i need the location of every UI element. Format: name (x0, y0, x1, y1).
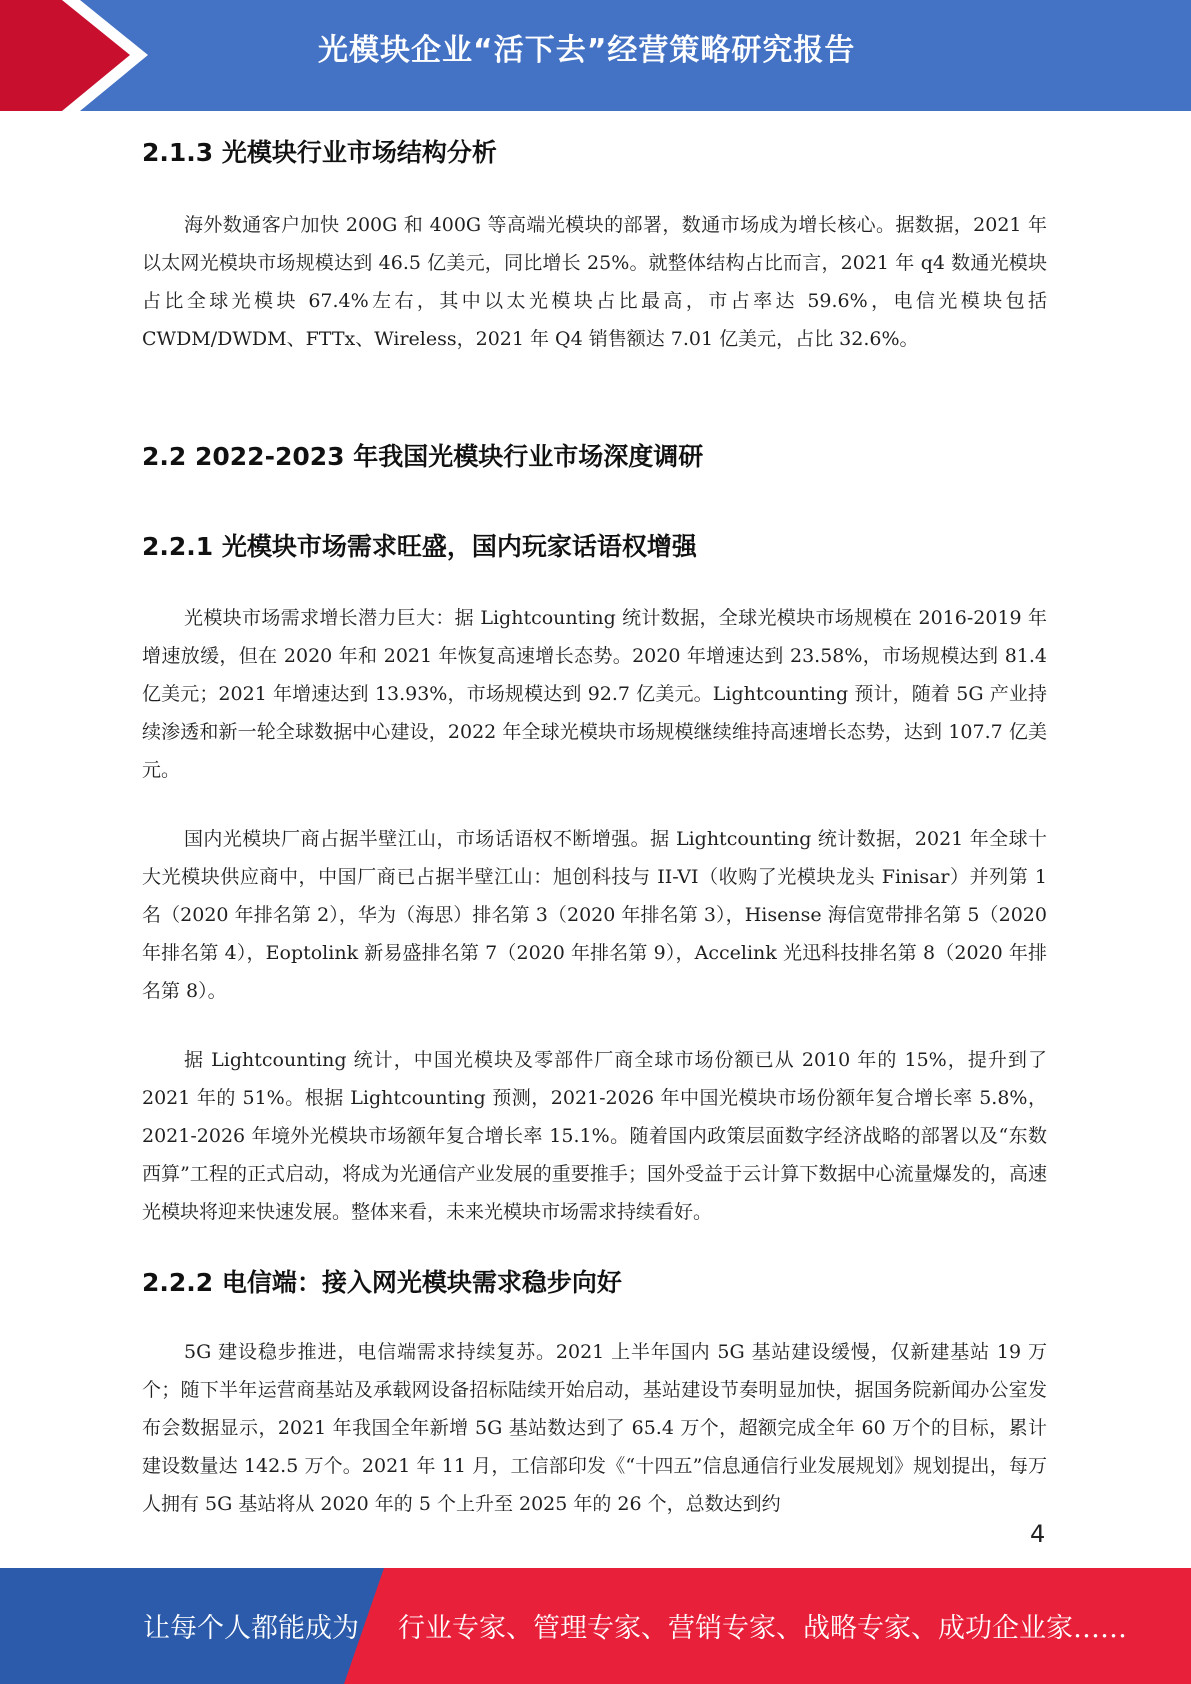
paragraph-telecom-demand: 5G 建设稳步推进，电信端需求持续复苏。2021 上半年国内 5G 基站建设缓慢，仅新建基站 19 万个；随下半年运营商基站及承载网设备招标陆续开始启动，基站建设节奏明显加快，据国务院新闻办公室发布会数据显示，2021 年我国全年新增 5G 基站数达到了 65.4 万个，超额完成全年 60 万个的目标，累计建设数量达 142.5 万个。2021 年 11 月，工信部印发《“十四五”信息通信行业发展规划》规划提出，每万人拥有 5G 基站将从 2020 年的 5 个上升至 2025 年的 26 个，总数达到约 (142, 1341, 1047, 1515)
page-footer (0, 1568, 1191, 1684)
paragraph-demand-growth: 光模块市场需求增长潜力巨大：据 Lightcounting 统计数据，全球光模块市场规模在 2016-2019 年增速放缓，但在 2020 年和 2021 年恢复高速增长态势。2020 年增速达到 23.58%，市场规模达到 81.4 亿美元；2021 年增速达到 13.93%，市场规模达到 92.7 亿美元。Lightcounting 预计，随着 5G 产业持续渗透和新一轮全球数据中心建设，2022 年全球光模块市场规模继续维持高速增长态势，达到 107.7 亿美元。 (142, 607, 1047, 781)
section-heading-2-1-3: 2.1.3 光模块行业市场结构分析 (142, 138, 497, 167)
section-heading-2-2-1: 2.2.1 光模块市场需求旺盛，国内玩家话语权增强 (142, 532, 697, 561)
paragraph-domestic-vendors: 国内光模块厂商占据半壁江山，市场话语权不断增强。据 Lightcounting 统计数据，2021 年全球十大光模块供应商中，中国厂商已占据半壁江山：旭创科技与 II-VI（收购了光模块龙头 Finisar）并列第 1 名（2020 年排名第 2），华为（海思）排名第 3（2020 年排名第 3），Hisense 海信宽带排名第 5（2020 年排名第 4），Eoptolink 新易盛排名第 7（2020 年排名第 9），Accelink 光迅科技排名第 8（2020 年排名第 8）。 (142, 828, 1047, 1002)
footer-slogan-left: 让每个人都能成为 (143, 1613, 359, 1644)
report-title: 光模块企业“活下去”经营策略研究报告 (318, 33, 856, 68)
footer-slogan-right: 行业专家、管理专家、营销专家、战略专家、成功企业家…… (398, 1613, 1127, 1644)
page-number: 4 (1030, 1520, 1046, 1548)
section-heading-2-2-2: 2.2.2 电信端：接入网光模块需求稳步向好 (142, 1268, 622, 1297)
section-heading-2-2: 2.2 2022-2023 年我国光模块行业市场深度调研 (142, 442, 704, 471)
paragraph-market-share: 据 Lightcounting 统计，中国光模块及零部件厂商全球市场份额已从 2010 年的 15%，提升到了 2021 年的 51%。根据 Lightcounting 预测，2021-2026 年中国光模块市场份额年复合增长率 5.8%，2021-2026 年境外光模块市场额年复合增长率 15.1%。随着国内政策层面数字经济战略的部署以及“东数西算”工程的正式启动，将成为光通信产业发展的重要推手；国外受益于云计算下数据中心流量爆发的，高速光模块将迎来快速发展。整体来看，未来光模块市场需求持续看好。 (142, 1049, 1047, 1223)
paragraph-market-structure: 海外数通客户加快 200G 和 400G 等高端光模块的部署，数通市场成为增长核心。据数据，2021 年以太网光模块市场规模达到 46.5 亿美元，同比增长 25%。就整体结构占比而言，2021 年 q4 数通光模块占比全球光模块 67.4%左右，其中以太光模块占比最高，市占率达 59.6%，电信光模块包括 CWDM/DWDM、FTTx、Wireless，2021 年 Q4 销售额达 7.01 亿美元，占比 32.6%。 (142, 214, 1047, 350)
page-header (0, 0, 1191, 111)
